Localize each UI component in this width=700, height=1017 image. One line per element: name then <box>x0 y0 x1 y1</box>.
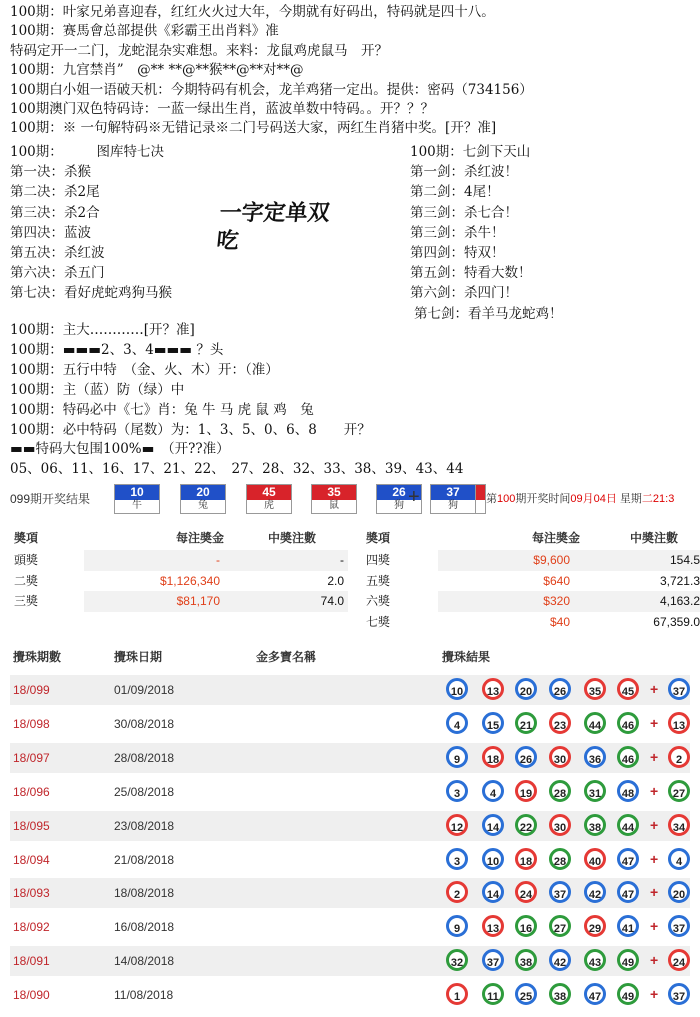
draw-number: 18/099 <box>13 683 50 697</box>
draw-ball: 11 <box>482 983 504 1005</box>
ball-number: 45 <box>247 485 291 500</box>
special-draw-ball: 37 <box>668 678 690 700</box>
ball-zodiac: 狗 <box>431 500 475 513</box>
prize-amount: $81,170 <box>176 594 220 608</box>
prize-count: 3,721.3 <box>659 573 700 588</box>
plus-sign: + <box>650 986 659 1003</box>
plus-sign: + <box>408 486 420 508</box>
draw-ball: 28 <box>549 780 571 802</box>
draw-date: 23/08/2018 <box>114 818 175 833</box>
right_col-item: 第二剑：4尾！ <box>410 184 500 201</box>
tip-line: 100期：赛馬會总部提供《彩霸王出肖料》准 <box>10 23 279 40</box>
draw-ball: 23 <box>549 712 571 734</box>
plus-sign: + <box>650 748 659 765</box>
special-draw-ball: 34 <box>668 814 690 836</box>
handwritten-text: 一字定单双 吃 <box>215 201 331 254</box>
ball-zodiac: 鼠 <box>312 500 356 513</box>
ball-number: 10 <box>115 485 159 500</box>
draw-date: 14/08/2018 <box>114 954 175 969</box>
draw-ball: 30 <box>549 814 571 836</box>
draw-row <box>10 912 690 942</box>
ball-number: 26 <box>377 485 421 500</box>
special-draw-ball: 2 <box>668 746 690 768</box>
draw-row <box>10 777 690 807</box>
draw-ball: 20 <box>515 678 537 700</box>
prize-name: 四獎 <box>366 553 391 567</box>
draw-ball: 28 <box>549 848 571 870</box>
right_col-item: 第一剑：杀红波！ <box>410 164 518 181</box>
draw-row <box>10 845 690 875</box>
prize-header-row <box>10 528 700 549</box>
draw-number: 18/093 <box>13 886 50 901</box>
draw-ball: 4 <box>446 712 468 734</box>
right_col-item: 第五剑：特看大数！ <box>410 265 532 282</box>
prize-amount: $1,126,340 <box>159 573 220 588</box>
tip-line-2: ▬▬特码大包围100%▬ （开??准） <box>10 441 230 458</box>
draw-ball: 47 <box>584 983 606 1005</box>
plus-sign: + <box>650 850 659 867</box>
draw-ball: 44 <box>617 814 639 836</box>
draw-ball: 42 <box>584 881 606 903</box>
draw-ball: 45 <box>617 678 639 700</box>
draw-header: 金多寶名稱 <box>256 650 317 664</box>
result-label: 099期开奖结果 <box>10 492 91 506</box>
right-column-seven-swords <box>410 142 563 324</box>
result-ball <box>246 484 292 514</box>
tip-line-2: 05、06、11、16、17、21、22、 27、28、32、33、38、39、43、44 <box>10 461 464 478</box>
next-number: 100 <box>497 493 516 505</box>
ball-number: 37 <box>431 485 475 500</box>
draw-ball: 9 <box>446 915 468 937</box>
draw-header: 攪珠結果 <box>442 650 491 664</box>
draw-ball: 18 <box>515 848 537 870</box>
ball-zodiac: 狗 <box>377 500 421 513</box>
prize-count: - <box>340 553 344 567</box>
draw-ball: 31 <box>584 780 606 802</box>
draw-ball: 27 <box>549 915 571 937</box>
draw-ball: 46 <box>617 712 639 734</box>
right_col-item: 第三剑：杀七合！ <box>410 204 518 221</box>
next-pre: 第 <box>486 493 497 505</box>
draw-ball: 44 <box>584 712 606 734</box>
prize-count: 154.5 <box>669 553 700 567</box>
draw-ball: 48 <box>617 780 639 802</box>
plus-sign: + <box>650 918 659 935</box>
plus-sign: + <box>650 681 659 697</box>
left_col-item: 第三决：杀2合 <box>10 204 100 221</box>
prize-row <box>10 571 700 592</box>
draw-date: 16/08/2018 <box>114 920 175 935</box>
draw-ball: 21 <box>515 712 537 734</box>
draw-ball: 49 <box>617 949 639 971</box>
tip-line-2: 100期：特码必中《七》肖：兔 牛 马 虎 鼠 鸡 兔 <box>10 401 314 418</box>
draw-ball: 2 <box>446 881 468 903</box>
draw-ball: 35 <box>584 678 606 700</box>
prize-header: 中奬注數 <box>630 531 679 545</box>
tip-line-2: 100期：主（蓝）防（绿）中 <box>10 381 185 398</box>
draw-ball: 3 <box>446 848 468 870</box>
draw-ball: 12 <box>446 814 468 836</box>
prize-count: 74.0 <box>320 594 344 608</box>
next-week: 星期 <box>616 493 642 505</box>
draw-date: 30/08/2018 <box>114 716 175 731</box>
draw-ball: 1 <box>446 983 468 1005</box>
draw-ball: 16 <box>515 915 537 937</box>
draw-ball: 41 <box>617 915 639 937</box>
draw-ball: 14 <box>482 814 504 836</box>
special-draw-ball: 24 <box>668 949 690 971</box>
draw-ball: 3 <box>446 780 468 802</box>
draw-ball: 32 <box>446 949 468 971</box>
special-draw-ball: 37 <box>668 915 690 937</box>
draw-row <box>10 743 690 773</box>
draw-ball: 40 <box>584 848 606 870</box>
prize-name: 五獎 <box>366 573 391 588</box>
prize-count: 67,359.0 <box>653 614 700 629</box>
draw-row <box>10 675 690 705</box>
prize-name: 六獎 <box>366 594 391 608</box>
right_col-item: 第七剑：看羊马龙蛇鸡！ <box>414 305 563 322</box>
left_col-item: 第五决：杀红波 <box>10 244 105 261</box>
prize-amount: $640 <box>543 573 570 588</box>
tip-line-2: 100期：五行中特 （金、火、木）开：（准） <box>10 361 279 378</box>
prize-count: 4,163.2 <box>659 594 700 608</box>
prize-count: 2.0 <box>327 573 344 588</box>
draw-ball: 38 <box>549 983 571 1005</box>
draw-number: 18/095 <box>13 818 50 833</box>
special-draw-ball: 27 <box>668 780 690 802</box>
draw-ball: 9 <box>446 746 468 768</box>
draw-date: 11/08/2018 <box>114 988 174 1003</box>
draw-ball: 47 <box>617 881 639 903</box>
draw-ball: 46 <box>617 746 639 768</box>
draw-ball: 49 <box>617 983 639 1005</box>
prize-amount: $320 <box>543 594 570 608</box>
draw-ball: 13 <box>482 678 504 700</box>
prize-name: 三獎 <box>14 594 39 608</box>
right_col-item: 第六剑：杀四门！ <box>410 285 518 302</box>
prize-amount: $9,600 <box>533 553 570 567</box>
prize-name: 二獎 <box>14 573 39 588</box>
next-time: 21:3 <box>652 493 675 505</box>
next-mid: 期开奖时间 <box>515 493 571 505</box>
left_col-item: 第四决：蓝波 <box>10 224 91 241</box>
left_col-item: 第一决：杀猴 <box>10 164 91 181</box>
draw-ball: 4 <box>482 780 504 802</box>
handwritten-note <box>215 200 331 256</box>
plus-sign: + <box>650 714 659 731</box>
special-draw-ball: 37 <box>668 983 690 1005</box>
tip-line-2: 100期：主大…………[开？准] <box>10 322 195 338</box>
draw-row <box>10 980 690 1010</box>
prize-row <box>10 550 700 571</box>
plus-sign: + <box>650 884 659 901</box>
left_col-item: 第六决：杀五门 <box>10 265 105 282</box>
left-column-seven-tips <box>10 142 172 304</box>
draw-number: 18/090 <box>13 988 50 1003</box>
special-draw-ball: 4 <box>668 848 690 870</box>
special-draw-ball: 20 <box>668 881 690 903</box>
result-ball <box>114 484 160 514</box>
draw-ball: 15 <box>482 712 504 734</box>
tip-line: 100期白小姐一语破天机：今期特码有机会，龙羊鸡猪一定出。提供：密码（734156） <box>10 81 533 98</box>
draw-ball: 38 <box>515 949 537 971</box>
draw-number: 18/097 <box>13 750 50 765</box>
tip-line-2: 100期：▬▬▬2、3、4▬▬▬ ？头 <box>10 341 224 358</box>
next-draw-time <box>486 490 674 506</box>
ball-zodiac: 兔 <box>181 500 225 513</box>
prize-amount: $40 <box>549 614 570 629</box>
draw-ball: 10 <box>446 678 468 700</box>
draw-ball: 30 <box>549 746 571 768</box>
draw-ball: 22 <box>515 814 537 836</box>
prize-header: 中奬注數 <box>267 531 316 545</box>
draw-number: 18/091 <box>13 954 50 969</box>
draw-ball: 37 <box>482 949 504 971</box>
prize-header: 每注奬金 <box>531 531 580 545</box>
plus-sign: + <box>650 952 659 969</box>
left_col-item: 第七决：看好虎蛇鸡狗马猴 <box>10 285 172 302</box>
prize-row <box>10 612 700 633</box>
draw-ball: 13 <box>482 915 504 937</box>
draw-date: 21/08/2018 <box>114 852 175 867</box>
tip-line-2: 100期：必中特码（尾数）为：1、3、5、0、6、8 开？ <box>10 421 371 438</box>
draw-ball: 18 <box>482 746 504 768</box>
draw-ball: 42 <box>549 949 571 971</box>
draw-ball: 26 <box>549 678 571 700</box>
left_col-title: 100期： 图库特七决 <box>10 144 165 160</box>
draw-number: 18/096 <box>13 784 50 799</box>
draw-ball: 43 <box>584 949 606 971</box>
draw-ball: 36 <box>584 746 606 768</box>
draw-date: 25/08/2018 <box>114 784 175 799</box>
draw-ball: 47 <box>617 848 639 870</box>
right_col-item: 第三剑：杀牛！ <box>410 224 505 241</box>
draw-number: 18/094 <box>13 852 50 867</box>
draw-row <box>10 946 690 976</box>
special-draw-ball: 13 <box>668 712 690 734</box>
ball-number: 20 <box>181 485 225 500</box>
prize-header: 奬項 <box>14 531 39 545</box>
prize-header: 每注奬金 <box>175 531 224 545</box>
draw-ball: 25 <box>515 983 537 1005</box>
draw-ball: 38 <box>584 814 606 836</box>
result-ball <box>180 484 226 514</box>
plus-sign: + <box>650 816 659 833</box>
special-ball <box>430 484 476 514</box>
draw-ball: 14 <box>482 881 504 903</box>
tip-line: 100期澳门双色特码诗：一蓝一绿出生肖，蓝波单数中特码。。开？？？ <box>10 101 435 117</box>
right_col-item: 第四剑：特双！ <box>410 244 505 261</box>
next-date: 09月04日 <box>570 493 617 505</box>
draw-row <box>10 811 690 841</box>
tip-line: 100期：九宫禁肖” @** **@**猴**@**对**@ <box>10 62 304 79</box>
tip-line: 100期：叶家兄弟喜迎春，红红火火过大年，今期就有好码出，特码就是四十八。 <box>10 4 495 20</box>
ball-zodiac: 虎 <box>247 500 291 513</box>
ball-number: 35 <box>312 485 356 500</box>
draw-ball: 10 <box>482 848 504 870</box>
right_col-title: 100期：七剑下天山 <box>410 144 531 160</box>
draw-date: 01/09/2018 <box>114 683 175 697</box>
tip-line: 100期：※ 一句解特码※无错记录※二门号码送大家，两红生肖猪中奖。[开？准] <box>10 120 497 137</box>
prize-header: 奬項 <box>366 531 391 545</box>
ball-zodiac: 牛 <box>115 500 159 513</box>
draw-ball: 19 <box>515 780 537 802</box>
prize-name: 頭獎 <box>14 553 39 567</box>
draw-row <box>10 709 690 739</box>
draw-ball: 24 <box>515 881 537 903</box>
tip-line: 特码定开一二门，龙蛇混杂实难想。来料：龙鼠鸡虎鼠马 开？ <box>10 42 388 59</box>
next-day: 二 <box>641 493 653 505</box>
draw-ball: 29 <box>584 915 606 937</box>
prize-name: 七獎 <box>366 614 391 629</box>
draw-header: 攪珠日期 <box>114 650 163 664</box>
draw-ball: 37 <box>549 881 571 903</box>
prize-row <box>10 591 700 612</box>
draw-number: 18/098 <box>13 716 50 731</box>
draw-row <box>10 878 690 908</box>
result-ball <box>311 484 357 514</box>
draw-number: 18/092 <box>13 920 50 935</box>
draw-date: 18/08/2018 <box>114 886 175 901</box>
plus-sign: + <box>650 782 659 799</box>
draw-date: 28/08/2018 <box>114 750 175 765</box>
prize-amount: - <box>216 553 220 567</box>
left_col-item: 第二决：杀2尾 <box>10 184 100 201</box>
draw-ball: 26 <box>515 746 537 768</box>
draw-header: 攪珠期數 <box>13 650 62 664</box>
last-draw-result <box>10 484 700 512</box>
